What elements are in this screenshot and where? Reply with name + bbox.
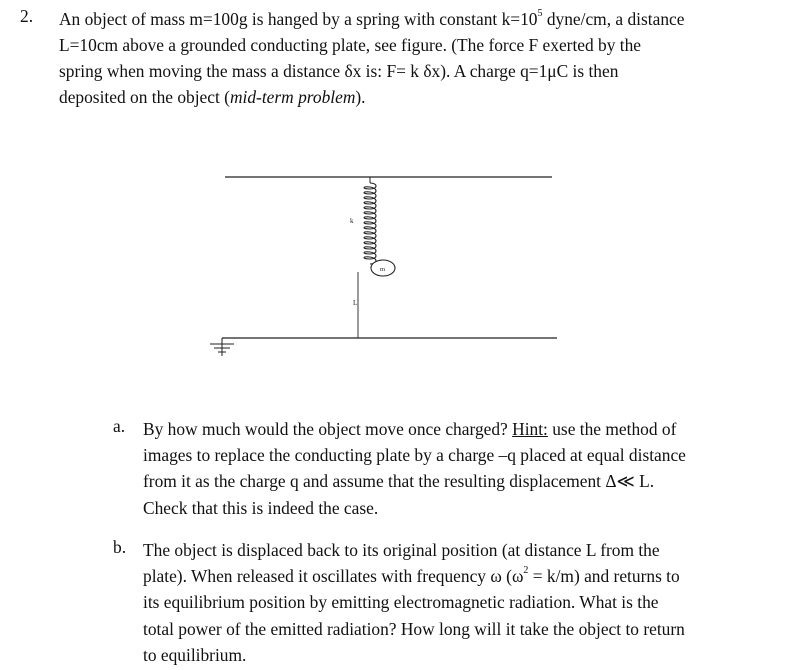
part-b-line-3: its equilibrium position by emitting electromagnetic radiation. What is the <box>143 592 659 613</box>
spring-mass-figure <box>200 160 570 375</box>
part-b-line-4: total power of the emitted radiation? How long will it take the object to return <box>143 618 685 639</box>
part-b-line-1: The object is displaced back to its original position (at distance L from the <box>143 540 660 560</box>
spring-label: k <box>350 217 354 225</box>
part-text: plate). When released it oscillates with frequency ω (ω <box>143 566 524 587</box>
hint-label: Hint: <box>512 419 548 439</box>
part-a-line-3: from it as the charge q and assume that the resulting displacement Δ≪ L. <box>143 471 655 492</box>
part-text: = k/m) and returns to <box>528 566 680 587</box>
mass-label: m <box>380 266 386 273</box>
distance-label: L <box>353 299 358 307</box>
part-text: By how much would the object move once charged? <box>143 419 513 439</box>
part-a-line-1 <box>143 416 783 442</box>
part-b-line-5: to equilibrium. <box>143 644 247 665</box>
part-a-label: a. <box>113 416 126 436</box>
spring-icon <box>364 183 376 264</box>
problem-statement <box>59 6 792 110</box>
statement-line-2: L=10cm above a grounded conducting plate, see figure. (The force F exerted by the <box>59 35 642 55</box>
part-a-text <box>143 416 783 521</box>
problem-number: 2. <box>20 6 34 26</box>
statement-text: An object of mass m=100g is hanged by a spring with constant k=10 <box>59 9 538 29</box>
italic-note: mid-term problem <box>229 87 356 107</box>
statement-text: deposited on the object ( <box>59 87 230 107</box>
statement-line-4 <box>59 84 792 110</box>
statement-line-1 <box>59 6 792 32</box>
exponent: 5 <box>537 8 543 20</box>
ground-icon <box>210 338 234 356</box>
part-text: use the method of <box>547 419 677 439</box>
part-a-line-4: Check that this is indeed the case. <box>143 497 379 518</box>
part-b-line-2 <box>143 563 783 589</box>
exponent: 2 <box>523 565 529 577</box>
statement-text: dyne/cm, a distance <box>542 9 685 29</box>
statement-line-3: spring when moving the mass a distance δx is: F= k δx). A charge q=1μC is then <box>59 61 619 81</box>
part-b-text <box>143 537 783 668</box>
part-a-line-2: images to replace the conducting plate by a charge –q placed at equal distance <box>143 445 686 466</box>
part-b-label: b. <box>113 537 127 557</box>
statement-text: ). <box>355 87 366 107</box>
